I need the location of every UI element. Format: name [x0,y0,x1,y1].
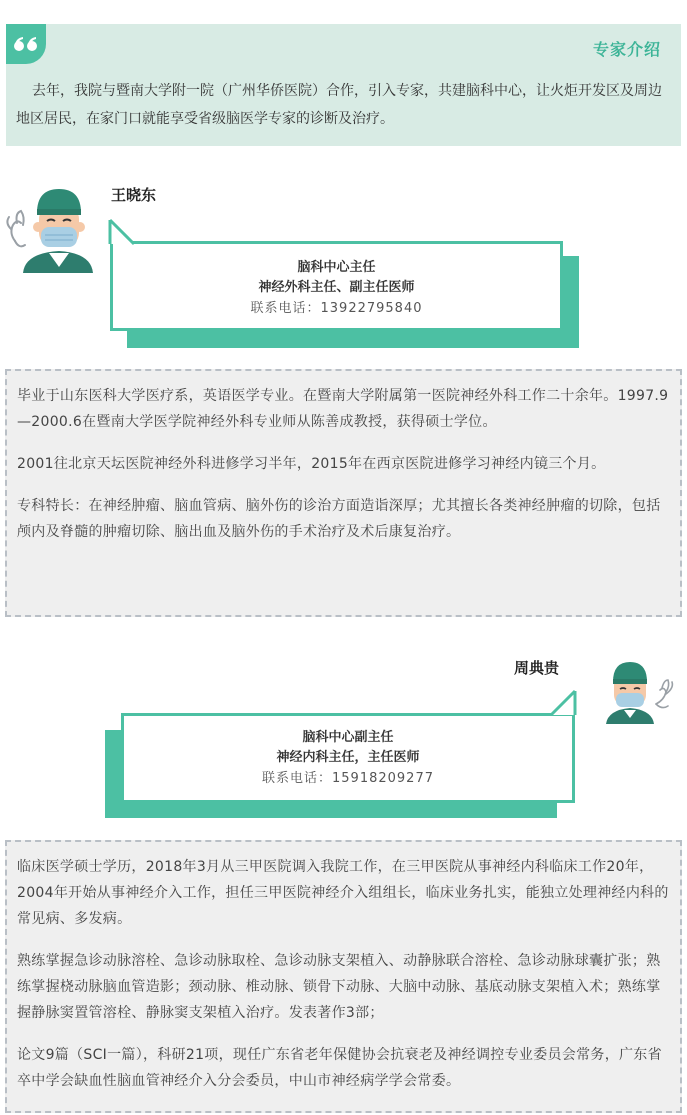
bio-paragraph: 2001往北京天坛医院神经外科进修学习半年，2015年在西京医院进修学习神经内镜三个月。 [17,456,606,472]
expert-bio [5,840,682,1113]
bio-paragraph: 毕业于山东医科大学医疗系，英语医学专业。在暨南大学附属第一医院神经外科工作二十余年。1997.9—2000.6在暨南大学医学院神经外科专业师从陈善成教授，获得硕士学位。 [17,388,669,430]
expert-phone [124,768,572,790]
phone-number: 13922795840 [320,301,423,316]
expert-name: 王晓东 [111,186,157,204]
expert-bio [5,369,682,617]
expert-phone [113,298,560,320]
phone-number: 15918209277 [332,771,434,786]
expert-title-primary: 脑科中心主任 [297,260,376,275]
quote-icon [13,36,39,52]
bio-paragraph: 论文9篇（SCI一篇），科研21项，现任广东省老年保健协会抗衰老及神经调控专业委员会常务，广东省卒中学会缺血性脑血管神经介入分会委员，中山市神经病学学会常委。 [17,1047,662,1089]
speech-notch [108,218,136,246]
bio-paragraph: 专科特长：在神经肿瘤、脑血管病、脑外伤的诊治方面造诣深厚；尤其擅长各类神经肿瘤的切除，包括颅内及脊髓的肿瘤切除、脑出血及脑外伤的手术治疗及术后康复治疗。 [17,498,661,540]
intro-text: 去年，我院与暨南大学附一院（广州华侨医院）合作，引入专家，共建脑科中心，让火炬开发区及周边地区居民，在家门口就能享受省级脑医学专家的诊断及治疗。 [16,83,662,127]
expert-title-primary: 脑科中心副主任 [302,730,394,745]
phone-label: 联系电话： [250,301,321,316]
expert-name: 周典贵 [514,659,560,677]
doctor-avatar-icon [3,183,95,273]
phone-label: 联系电话： [262,771,333,786]
intro-title: 专家介绍 [592,40,661,59]
intro-section [6,24,681,146]
expert-title-secondary: 神经外科主任、副主任医师 [258,280,415,295]
doctor-avatar-icon [604,660,682,724]
expert-title-card [110,241,563,331]
expert-title-secondary: 神经内科主任，主任医师 [276,750,420,765]
quote-badge [6,24,46,64]
speech-notch [549,689,577,717]
expert-title-card [121,713,575,803]
bio-paragraph: 熟练掌握急诊动脉溶栓、急诊动脉取栓、急诊动脉支架植入、动静脉联合溶栓、急诊动脉球囊扩张；熟练掌握桡动脉脑血管造影；颈动脉、椎动脉、锁骨下动脉、大脑中动脉、基底动脉支架植入术；熟练掌握静脉窦置管溶栓、静脉窦支架植入治疗。发表著作3部； [17,953,661,1021]
bio-paragraph: 临床医学硕士学历，2018年3月从三甲医院调入我院工作，在三甲医院从事神经内科临床工作20年，2004年开始从事神经介入工作，担任三甲医院神经介入组组长，临床业务扎实，能独立处理神经内科的常见病、多发病。 [17,859,669,927]
